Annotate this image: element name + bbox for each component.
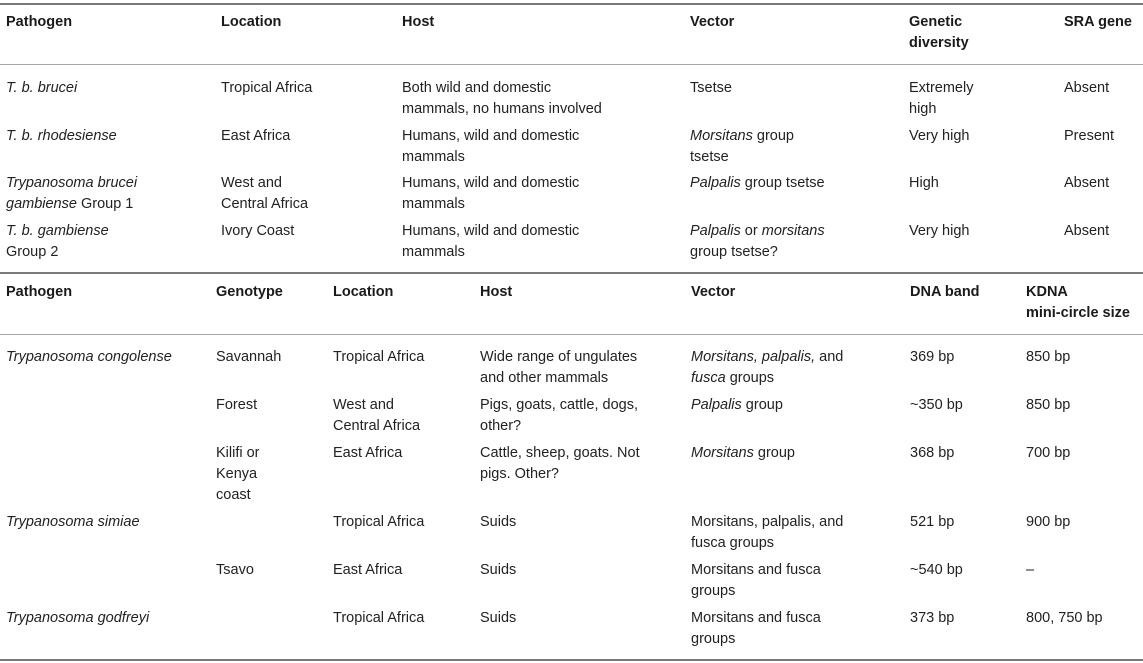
t2-r6-kdna: 800, 750 bp	[1026, 610, 1103, 626]
t2-r1-pathogen: Trypanosoma congolense	[6, 349, 172, 365]
t2-r2-host: Pigs, goats, cattle, dogs, other?	[480, 397, 638, 434]
t1-r2-vector: Morsitans group tsetse	[690, 128, 794, 165]
t1-r4-location: Ivory Coast	[221, 223, 295, 239]
t1-r3-location: West and Central Africa	[221, 175, 309, 212]
t2-r1-host: Wide range of ungulates and other mammals	[480, 349, 638, 386]
t2-r1-dna-band: 369 bp	[910, 349, 955, 365]
t2-r4-location: Tropical Africa	[333, 514, 425, 530]
t2-r3-vector: Morsitans group	[691, 445, 795, 461]
t2-r2-genotype: Forest	[216, 397, 258, 413]
t1-r1-genetic-diversity: Extremely high	[909, 80, 974, 117]
t1-header-vector: Vector	[690, 14, 735, 30]
t1-r1-vector: Tsetse	[690, 80, 732, 96]
t2-r4-vector: Morsitans, palpalis, and fusca groups	[691, 514, 844, 551]
t1-r4-vector: Palpalis or morsitans group tsetse?	[690, 223, 825, 260]
t1-header-genetic-diversity: Genetic diversity	[909, 14, 969, 51]
top-rule	[0, 3, 1143, 5]
t1-r4-sra-gene: Absent	[1064, 223, 1110, 239]
t1-r3-vector: Palpalis group tsetse	[690, 175, 825, 191]
t2-r1-genotype: Savannah	[216, 349, 282, 365]
t2-r1-vector: Morsitans, palpalis, and fusca groups	[691, 349, 844, 386]
t2-r5-dna-band: ~540 bp	[910, 562, 963, 578]
t2-r6-pathogen: Trypanosoma godfreyi	[6, 610, 150, 626]
t2-header-vector: Vector	[691, 284, 736, 300]
t2-r3-host: Cattle, sheep, goats. Not pigs. Other?	[480, 445, 640, 482]
t1-r1-sra-gene: Absent	[1064, 80, 1110, 96]
t2-r3-location: East Africa	[333, 445, 403, 461]
header-rule-1	[0, 64, 1143, 65]
t1-r4-host: Humans, wild and domestic mammals	[402, 223, 580, 260]
t2-r4-pathogen: Trypanosoma simiae	[6, 514, 140, 530]
t2-header-host: Host	[480, 284, 513, 300]
t1-r2-genetic-diversity: Very high	[909, 128, 970, 144]
t1-header-pathogen: Pathogen	[6, 14, 73, 30]
t2-header-pathogen: Pathogen	[6, 284, 73, 300]
t2-r6-host: Suids	[480, 610, 517, 626]
t1-r3-pathogen: Trypanosoma brucei gambiense Group 1	[6, 175, 138, 212]
t2-r1-kdna: 850 bp	[1026, 349, 1071, 365]
t2-header-kdna: KDNA mini-circle size	[1026, 284, 1130, 321]
t1-r1-location: Tropical Africa	[221, 80, 313, 96]
t2-r5-genotype: Tsavo	[216, 562, 254, 578]
t2-r4-dna-band: 521 bp	[910, 514, 955, 530]
bottom-rule	[0, 659, 1143, 661]
t2-r3-genotype: Kilifi or Kenya coast	[216, 445, 260, 503]
t1-r3-sra-gene: Absent	[1064, 175, 1110, 191]
t1-r2-location: East Africa	[221, 128, 291, 144]
t2-r5-host: Suids	[480, 562, 517, 578]
t2-r6-location: Tropical Africa	[333, 610, 425, 626]
t2-r4-host: Suids	[480, 514, 517, 530]
t1-header-sra-gene: SRA gene	[1064, 14, 1132, 30]
t2-r5-kdna: –	[1026, 562, 1035, 578]
t2-r6-dna-band: 373 bp	[910, 610, 955, 626]
t1-r2-pathogen: T. b. rhodesiense	[6, 128, 117, 144]
header-rule-2	[0, 334, 1143, 335]
t2-r5-location: East Africa	[333, 562, 403, 578]
t1-r1-host: Both wild and domestic mammals, no humans involved	[402, 80, 602, 117]
t2-r2-dna-band: ~350 bp	[910, 397, 963, 413]
t2-r3-kdna: 700 bp	[1026, 445, 1071, 461]
table-divider-rule	[0, 272, 1143, 274]
t1-r3-host: Humans, wild and domestic mammals	[402, 175, 580, 212]
t2-r6-vector: Morsitans and fusca groups	[691, 610, 821, 647]
t2-r4-kdna: 900 bp	[1026, 514, 1071, 530]
t1-r1-pathogen: T. b. brucei	[6, 80, 78, 96]
t1-r2-sra-gene: Present	[1064, 128, 1114, 144]
t2-r2-location: West and Central Africa	[333, 397, 421, 434]
t1-r2-host: Humans, wild and domestic mammals	[402, 128, 580, 165]
t2-header-genotype: Genotype	[216, 284, 283, 300]
t2-header-location: Location	[333, 284, 394, 300]
t2-header-dna-band: DNA band	[910, 284, 980, 300]
t2-r2-kdna: 850 bp	[1026, 397, 1071, 413]
t2-r3-dna-band: 368 bp	[910, 445, 955, 461]
t2-r1-location: Tropical Africa	[333, 349, 425, 365]
t1-r4-genetic-diversity: Very high	[909, 223, 970, 239]
t1-header-location: Location	[221, 14, 282, 30]
t1-r4-pathogen: T. b. gambiense Group 2	[6, 223, 109, 260]
t2-r2-vector: Palpalis group	[691, 397, 783, 413]
t1-header-host: Host	[402, 14, 435, 30]
t1-r3-genetic-diversity: High	[909, 175, 939, 191]
t2-r5-vector: Morsitans and fusca groups	[691, 562, 821, 599]
